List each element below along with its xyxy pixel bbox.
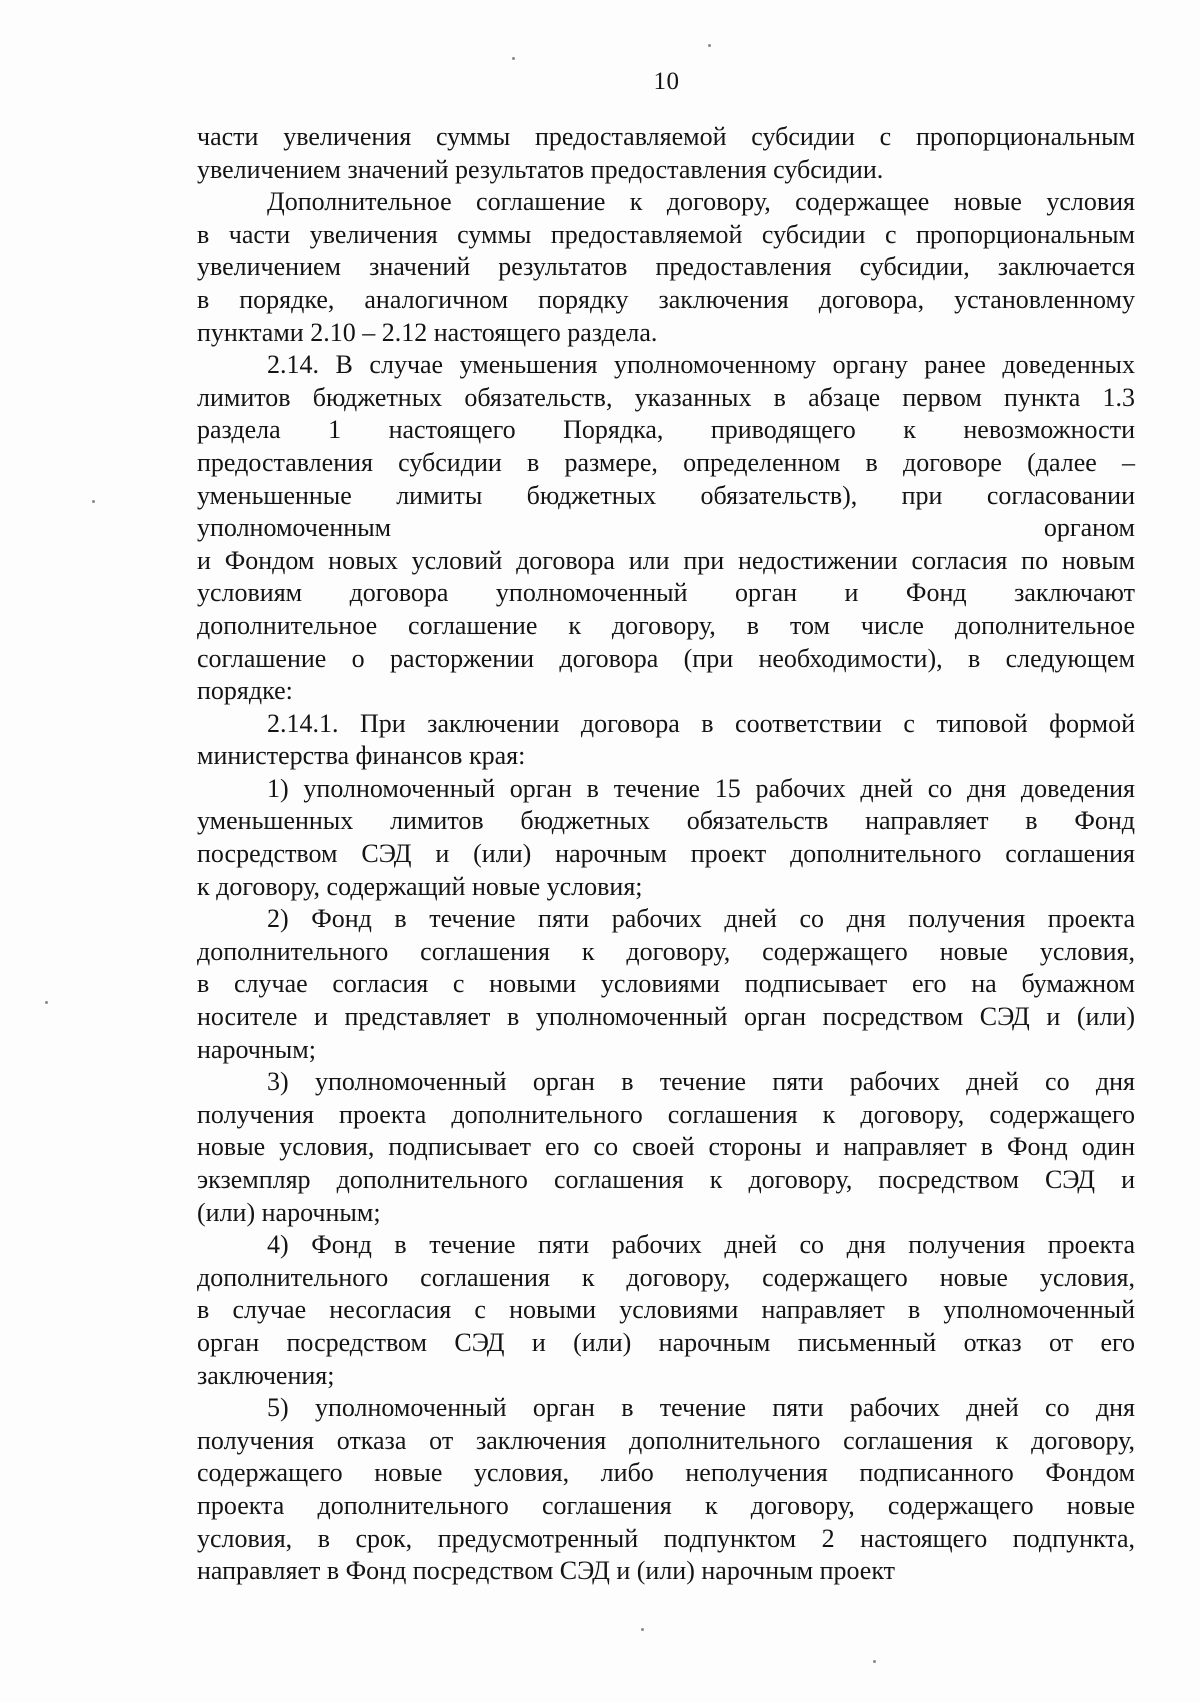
text-line: 2) Фонд в течение пяти рабочих дней со дня получения проекта (267, 904, 1135, 934)
text-line: получения проекта дополнительного соглашения к договору, содержащего (197, 1099, 1135, 1129)
text-line: уполномоченным органом (197, 513, 1135, 543)
text-line: 1) уполномоченный орган в течение 15 рабочих дней со дня доведения (267, 773, 1135, 803)
text-line: увеличением значений результатов предоставления субсидии, заключается (197, 252, 1135, 282)
text-line: проекта дополнительного соглашения к договору, содержащего новые (197, 1490, 1135, 1520)
text-line: условия, в срок, предусмотренный подпунктом 2 настоящего подпункта, (197, 1523, 1135, 1553)
text-line: орган посредством СЭД и (или) нарочным письменный отказ от его (197, 1327, 1135, 1357)
scan-speck (708, 44, 711, 47)
text-line: в случае несогласия с новыми условиями направляет в уполномоченный (197, 1295, 1135, 1325)
paragraph (197, 186, 1135, 349)
text-line: 4) Фонд в течение пяти рабочих дней со дня получения проекта (267, 1230, 1135, 1260)
document-body (197, 121, 1135, 1588)
paragraph (197, 121, 1135, 186)
text-line: содержащего новые условия, либо неполучения подписанного Фондом (197, 1458, 1135, 1488)
text-line: порядке: (197, 676, 293, 706)
paragraph (197, 773, 1135, 903)
text-line: нарочным; (197, 1034, 316, 1064)
scan-speck (512, 57, 515, 60)
text-line: к договору, содержащий новые условия; (197, 871, 643, 901)
text-line: уменьшенные лимиты бюджетных обязательств), при согласовании (197, 480, 1135, 510)
scan-speck (641, 1628, 644, 1631)
text-line: дополнительного соглашения к договору, содержащего новые условия, (197, 936, 1135, 966)
paragraph (197, 1392, 1135, 1588)
text-line: предоставления субсидии в размере, определенном в договоре (далее – (197, 447, 1135, 477)
text-line: в части увеличения суммы предоставляемой субсидии с пропорциональным (197, 219, 1135, 249)
paragraph (197, 708, 1135, 773)
text-line: 5) уполномоченный орган в течение пяти рабочих дней со дня (267, 1393, 1135, 1423)
scan-speck (92, 500, 95, 503)
text-line: носителе и представляет в уполномоченный орган посредством СЭД и (или) (197, 1002, 1135, 1032)
text-line: в порядке, аналогичном порядку заключения договора, установленному (197, 284, 1135, 314)
text-line: заключения; (197, 1360, 335, 1390)
text-line: соглашение о расторжении договора (при необходимости), в следующем (197, 643, 1135, 673)
text-line: пунктами 2.10 – 2.12 настоящего раздела. (197, 317, 658, 347)
text-line: дополнительное соглашение к договору, в том числе дополнительное (197, 610, 1135, 640)
text-line: посредством СЭД и (или) нарочным проект дополнительного соглашения (197, 839, 1135, 869)
text-line: экземпляр дополнительного соглашения к договору, посредством СЭД и (197, 1165, 1135, 1194)
text-line: (или) нарочным; (197, 1197, 381, 1227)
scan-speck (45, 1001, 48, 1004)
text-line: в случае согласия с новыми условиями подписывает его на бумажном (197, 969, 1135, 999)
page-number: 10 (653, 68, 680, 95)
text-line: направляет в Фонд посредством СЭД и (или) нарочным проект (197, 1556, 895, 1586)
text-line: новые условия, подписывает его со своей стороны и направляет в Фонд один (197, 1132, 1135, 1162)
text-line: дополнительного соглашения к договору, содержащего новые условия, (197, 1262, 1135, 1292)
text-line: уменьшенных лимитов бюджетных обязательств направляет в Фонд (197, 806, 1135, 836)
text-line: 2.14. В случае уменьшения уполномоченному органу ранее доведенных (267, 350, 1135, 380)
text-line: министерства финансов края: (197, 741, 526, 771)
text-line: Дополнительное соглашение к договору, содержащее новые условия (267, 187, 1135, 217)
text-line: и Фондом новых условий договора или при недостижении согласия по новым (197, 545, 1135, 575)
text-line: 3) уполномоченный орган в течение пяти рабочих дней со дня (267, 1067, 1135, 1097)
paragraph (197, 1066, 1135, 1229)
text-line: увеличением значений результатов предоставления субсидии. (197, 154, 884, 184)
scan-speck (873, 1660, 876, 1663)
paragraph (197, 349, 1135, 708)
text-line: 2.14.1. При заключении договора в соответствии с типовой формой (267, 708, 1135, 738)
text-line: получения отказа от заключения дополнительного соглашения к договору, (197, 1425, 1135, 1455)
paragraph (197, 1229, 1135, 1392)
text-line: части увеличения суммы предоставляемой субсидии с пропорциональным (197, 122, 1135, 151)
text-line: лимитов бюджетных обязательств, указанных в абзаце первом пункта 1.3 (197, 382, 1135, 412)
paragraph (197, 903, 1135, 1066)
text-line: условиям договора уполномоченный орган и Фонд заключают (197, 578, 1135, 608)
text-line: раздела 1 настоящего Порядка, приводящего к невозможности (197, 415, 1135, 445)
